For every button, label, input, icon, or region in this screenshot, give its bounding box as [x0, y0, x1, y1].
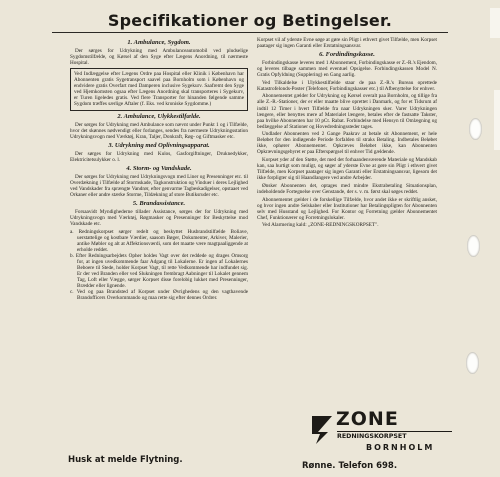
zone-lightning-icon	[308, 410, 338, 446]
zone-logo	[308, 410, 452, 466]
section-5-heading: 5. Brandassistance.	[132, 200, 186, 207]
right-column	[257, 37, 437, 392]
section-6-heading: 6. Fordindingskasse.	[319, 51, 375, 59]
abonnement-text-2: Undlader Abonnenten ved 2 Gange Paakrav at betale sit Abonnement, er hele Beløbet for den indløgende Periode forfalden til straks Betaling. Indbetales Beløbet ikke, ophører Abonnementet. Opkræves Beløbet ikke, kan Abonnenten Opkrævningsgebyret er paa Efterspørgsel til enhver Tid gældende.	[257, 131, 437, 156]
list-item: b. Efter Redningsarbejdets Opher holdes Vagt over det reddede og drages Omsorg for, at ingen uvedkommende faar Adgang til Lokalerne. Er ingen af Lokalernes Beboere til Stede, holder Korpset Vagt, til rette Vedkommende har indfundet sig. Er der ved Branden eller ved Slukningen frembragt Aabninger til Lokalet gennem Tag, Loft eller Vægge, sørger Korpset disse forelobig lukket med Presenninger, Brædder eller lignende.	[70, 252, 248, 290]
logo-zone-text: ZONE	[336, 408, 399, 430]
logo-korps-text: REDNINGSKORPSET	[337, 431, 452, 440]
title-underline	[52, 32, 448, 33]
section-5-list	[70, 229, 248, 302]
logo-town-text: BORNHOLM	[366, 443, 435, 452]
page-title: Specifikationer og Betingelser.	[107, 11, 393, 30]
list-item: a. Redningskorpset sørger redelt og beskyttet Husbrandstilfælde Boliave, uerstattelige og kostbare Værdier, saasom Bøger, Dokumenter, Arkiver, Malerier, antike Møbler og alt at Affektionsværdi, som det maatte være magtpaaliggende at erholde reddet.	[70, 228, 248, 253]
abonnement-text-4: Ønsker Abonnenten det, optages med mindre Ekstrabetaling Situationsplan, indeholdende Fortegnelse over Genstande, der s. v. m. først skal søges reddet.	[257, 182, 437, 195]
section-5-text: Forsaavidt Myndighederne tillader Assistance, sørges der for Udrykning med Udrykningsvogn med Værktøj, Røgmasker og Presenninger for Beskyttelse mod Vandskade etc.	[70, 208, 248, 227]
punch-hole	[466, 352, 479, 374]
section-3-text: Der sørges for Udrykning med Kulos, Gasforgiftninger, Druknedykker, Elektricitetsulykker o. l.	[70, 150, 248, 163]
left-column	[70, 37, 248, 437]
section-4-heading: 4. Storm- og Vandskade.	[126, 164, 192, 172]
intro-text: Korpset vil af yderste Evne søge at gøre sin Pligt i ethvert givet Tilfælde, men Korpset paatager sig ingen Garanti eller Erstatningsansvar.	[257, 37, 437, 50]
edge-tear	[490, 8, 500, 38]
section-1-text: Der sørges for Udrykning med Ambulanceautomobil ved pludselige Sygdomstilfælde, og Kørsel af den Syge efter Lægens Anordning, til nærmeste Hospital.	[70, 47, 248, 66]
section-3-heading: 3. Udrykning med Oplivningsapparat.	[108, 141, 210, 149]
edge-tear	[494, 90, 500, 150]
abonnement-text-3: Korpset yder af den Støtte, det med det forhaandenværende Materiale og Mandskab kan, saa hurtigt som muligt, og søger af yderste Evne at gøre sin Pligt i ethvert givet Tilfælde, men Korpset paatager sig ingen Garanti eller Erstatningsansvar, ligesom det ikke forpligter sig til Haandlangere ved andre Arbejder.	[257, 157, 437, 182]
section-6-text: Forbindingskasse leveres med 1 Abonnement, Forbindingskasse er Z.-R.'s Ejendom, og leveres tilbage sammen med eventuel Opsigelse. Forbindingskassen Model N. Gratis Opfyldning (Supplering) en Gang aarlig.	[257, 59, 437, 79]
list-item: c. Ved og paa Brandsted af Korpset under Øvrighedens og den vagthavende Brandofficers Overkommando og maa rette sig efter dennes Ordrer.	[70, 289, 248, 302]
punch-hole	[469, 118, 482, 140]
section-4-text: Der sørges for Udrykning med Udrykningsvogn med Liner og Presenninger etc. til Overdækning i Tilfælde af Stormskade, Tagkonstruktion og Vinduer i deres Lejlighed ved Vandskader fra sprængte Vandrør, efter genvarme Tagbeskadigelser, opstaaet ved Orkaner eller andre stærke Storme, Tildækning af store Butiksruder etc.	[70, 173, 248, 198]
section-1-note-box	[70, 68, 248, 111]
phone-number: Rønne. Telefon 698.	[302, 461, 398, 471]
alarm-text: Ved Alarmering kald: „ZONE-REDNINGSKORPSET".	[262, 222, 379, 229]
section-1-note-text: Ved Indlæggelse efter Lægens Ordre paa Hospital eller Klinik i København har Abonnenten gratis Sygetransport saavel paa Bornholm som i København og endvidere gratis Overfart med Damperen inclusive Sygekurv. Saafremt den Syge ved Hjemkomsten ogsaa efter Lægens Anordning skal transporteres i Sygekurv, er Turen ligeledes gratis. Ved flere Transporter for hinanden følgende samme Sygdom træffes særlige Aftaler (f. Eks. ved kroniske Sygdomme.)	[74, 70, 244, 107]
move-notice: Husk at melde Flytning.	[68, 455, 183, 465]
section-2-heading: 2. Ambulance, Ulykkestilfælde.	[117, 112, 201, 120]
section-6-text-2: Ved Tilkaldelse i Ulykkestilfælde staar de paa Z.-R.'s Bureau oprettede Katastrofelonds-Poster (Telefoner, Forbindingskasser etc.) til Afbenyttelse for enhver.	[257, 79, 437, 92]
abonnement-text-1: Abonnementet gælder for Udrykning og Kørsel overalt paa Bornholm, og tillige fra alle Z.-R.-Stationer, der er eller maatte blive oprettet i Danmark, og for et Tidsrum af indtil 12 Timer i hvert Tilfælde fra naar Udrykningen sker. Varer Udrykningen længere, eller benyttes mere af Materialet længere, betales efter de fastsatte Takster, paa hvilke Abonnenten har 10 pCt. Rabat. Forbindelse med Hensyn til Omlægning og bedlæggelse af Stationer og Hovedredningssteder tages.	[257, 93, 437, 130]
section-2-text: Der sørges for Udrykning med Ambulance som nævnt under Punkt 1 og i Tilfælde, hvor det skønnes nødvendigt eller forlanges, sendes fra nærmeste Udrykningsstation Udrykningsvogn med Værktøj, Kran, Taljer, Donkraft, Røg- og Giftmasker etc.	[70, 121, 248, 140]
punch-hole	[467, 235, 480, 257]
section-1-heading: 1. Ambulance, Sygdom.	[127, 39, 191, 46]
abonnement-text-5: Abonnementet gælder i de forskellige Tilfælde, hvor andet ikke er skriftlig ansket, og hvor ingen andre Selskaber eller Institutioner har Betalingspligten for Abonnenten selv med Husstand og Lejlighed. For Kontor og Forretning gælder Abonnementet Chef, Funktionærer og Forretningslokaler.	[257, 196, 437, 221]
